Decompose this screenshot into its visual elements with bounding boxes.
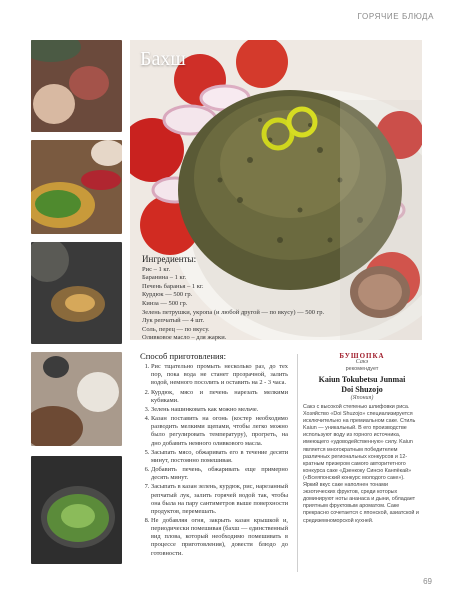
method-step: 3. Зелень нашинковать как можно мельче. [151,406,288,414]
photo-kazan-herbs [31,456,122,564]
ingredients-list [142,266,372,343]
ingredient-item: Кинза — 500 гр. [142,299,188,307]
ingredient-item: Лук репчатый — 4 шт. [142,317,205,325]
sake-name-line2: Doi Shuzojo [341,384,383,394]
ingredient-item: Рис – 1 кг. [142,265,171,273]
method-block [140,352,288,559]
photo-cooking-fire [31,242,122,344]
sake-brand-logo: БУШОПКА [339,352,385,360]
ingredient-item: Зелень петрушки, укропа (и любой другой — по вкусу) — 500 гр. [142,308,325,316]
ingredient-item: Соль, перец — по вкусу. [142,325,210,333]
method-step: 7. Засыпать в казан зелень, курдюк, рис, нарезанный репчатый лук, залить горячей водой так, чтобы она была на пару сантиметров выше поверхности продуктов, перемешать. [151,483,288,516]
sake-name [303,375,421,394]
photo-kettle [31,352,122,446]
recipe-title: Бахш [140,48,186,70]
sake-description: Сакэ с высокой степенью шлифовки риса. Хозяйство «Doi Shuzojo» специализируется исключительно на премиальном саке. Стиль Kaiun — уникальный. В его производстве используют воду из горного источника, имеющего «удоводейственную» силу. Kaiun является многократным победителем различных региональных конкурсов и 12-кратным призером самого авторитетного конкурса саке «Дзенкоку Синсю Канпёкай» («Всеяпонский конкурс молодого саке»). Яркий вкус саке наполнен тонами экзотических фруктов, среди которых доминируют ноты ананаса и дыни, обладает приятным фруктовым ароматом. Саке прекрасно сочетается с японской, азиатской и средиземноморской кухней. [303,404,419,524]
sake-recommendation [303,352,421,525]
method-step: 5. Засыпать мясо, обжаривать его в течение десяти минут, постоянно помешивая. [151,449,288,465]
method-steps [140,363,288,558]
method-step: 2. Курдюк, мясо и печень нарезать мелкими кубиками. [151,389,288,405]
photo-chopping-herbs [31,140,122,234]
method-step: 8. Не добавляя огня, закрыть казан крышкой и, периодически помешивая (бахш — единственный вид плова, который необходимо помешивать в процессе приготовления), довести блюдо до готовности. [151,517,288,558]
sake-brand-script: Сакэ [355,359,369,365]
ingredient-item: Оливковое масло – для жарки. [142,334,227,342]
sake-recommends-label: рекомендует [345,366,379,372]
page-number: 69 [423,577,432,586]
column-divider [297,354,298,572]
ingredients-heading: Ингредиенты: [142,254,197,264]
ingredient-item: Печень баранья – 1 кг. [142,282,204,290]
section-label: ГОРЯЧИЕ БЛЮДА [357,12,434,21]
ingredient-item: Баранина – 1 кг. [142,274,187,282]
method-step: 4. Казан поставить на огонь (костер необходимо разводить мелкими щепами, чтобы легко можно было регулировать температуру), прогреть, на дно добавить немного оливкового масла. [151,415,288,448]
photo-cutting-meat [31,40,122,132]
method-heading: Способ приготовления: [140,351,226,361]
ingredients-block [142,255,372,343]
ingredient-item: Курдюк — 500 гр. [142,291,193,299]
sake-origin: (Япония) [350,395,374,401]
method-step: 6. Добавить печень, обжаривать еще примерно десять минут. [151,466,288,482]
sake-name-line1: Kaiun Tokubetsu Junmai [318,375,406,384]
method-step: 1. Рис тщательно промыть несколько раз, до тех пор, пока вода не станет прозрачной, залить водой, немного посолить и оставить на 2 - 3 часа. [151,363,288,387]
